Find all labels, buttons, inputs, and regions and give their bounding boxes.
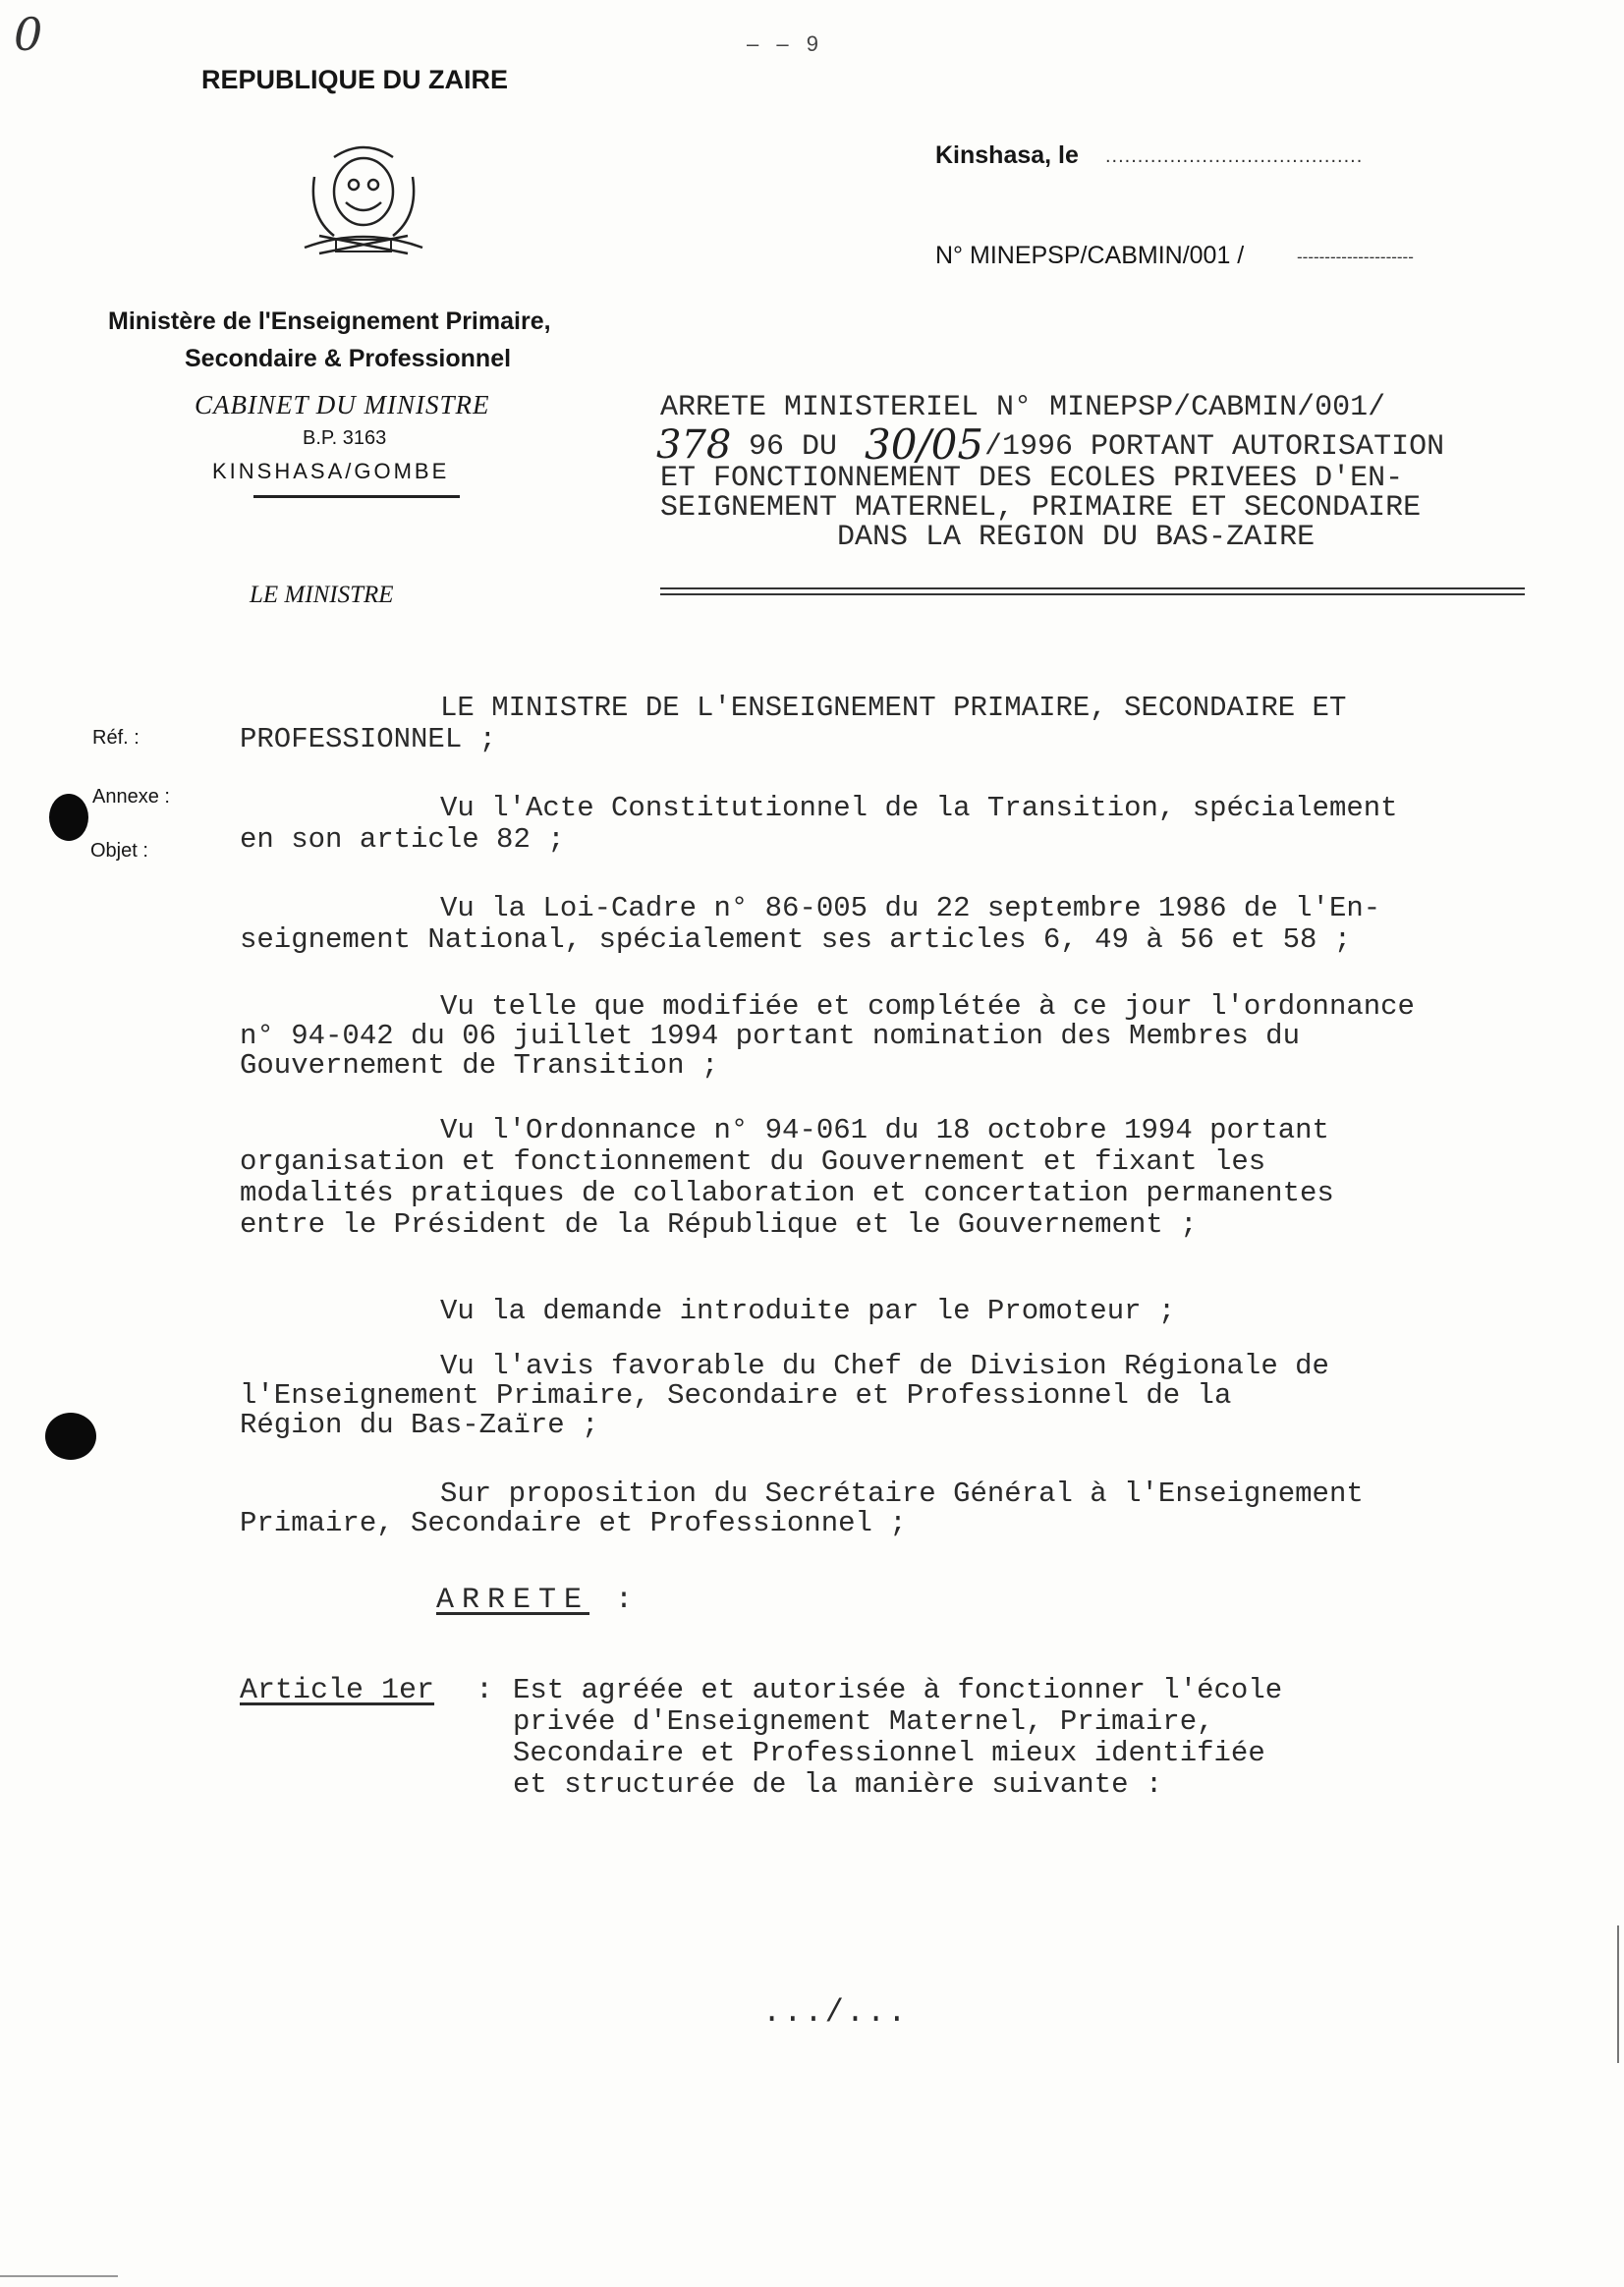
considerant-line: l'Enseignement Primaire, Secondaire et Professionnel de la (240, 1379, 1232, 1412)
scan-edge-line (0, 2275, 118, 2277)
le-ministre-label: LE MINISTRE (250, 582, 394, 608)
considerant-line: organisation et fonctionnement du Gouvernement et fixant les (240, 1145, 1266, 1178)
ministry-name-line2: Secondaire & Professionnel (185, 345, 512, 372)
article-1-line: Secondaire et Professionnel mieux identifiée (513, 1737, 1265, 1769)
arrete-heading-word: ARRETE (436, 1584, 590, 1617)
considerant-line: Sur proposition du Secrétaire Général à l'Enseignement (440, 1478, 1364, 1510)
preamble-line: PROFESSIONNEL ; (240, 723, 497, 755)
punch-hole-blot (45, 1413, 96, 1460)
date-blank-line: ........................................ (1105, 145, 1364, 167)
arrete-heading-colon: : (589, 1584, 642, 1617)
national-emblem-icon (295, 138, 432, 265)
article-1-line: Est agréée et autorisée à fonctionner l'école (513, 1674, 1283, 1706)
republic-heading: REPUBLIQUE DU ZAIRE (201, 65, 509, 94)
date-place-label: Kinshasa, le (935, 141, 1079, 169)
preamble-line: LE MINISTRE DE L'ENSEIGNEMENT PRIMAIRE, SECONDAIRE ET (440, 692, 1347, 724)
arrete-title-line5: DANS LA REGION DU BAS-ZAIRE (837, 521, 1316, 554)
margin-objet-label: Objet : (90, 840, 148, 862)
reference-blank-line: --------------------- (1297, 248, 1414, 266)
considerant-line: modalités pratiques de collaboration et concertation permanentes (240, 1177, 1334, 1209)
considerant-line: seignement National, spécialement ses articles 6, 49 à 56 et 58 ; (240, 923, 1352, 956)
considerant-line: Gouvernement de Transition ; (240, 1049, 719, 1082)
considerant-line: en son article 82 ; (240, 823, 565, 856)
scan-edge-line (1617, 1925, 1619, 2063)
cabinet-heading: CABINET DU MINISTRE (195, 390, 490, 419)
handwritten-arrete-date: 30/05 (865, 420, 984, 469)
page-top-mark: ‒ ‒ 9 (747, 31, 824, 56)
arrete-title-line4: SEIGNEMENT MATERNEL, PRIMAIRE ET SECONDAIRE (660, 491, 1422, 525)
margin-ref-label: Réf. : (92, 727, 140, 749)
arrete-title-line2-mid: 96 DU (749, 430, 838, 464)
header-divider (253, 495, 460, 498)
considerant-line: Vu telle que modifiée et complétée à ce jour l'ordonnance (440, 990, 1415, 1023)
arrete-heading (436, 1584, 641, 1617)
arrete-title-line1: ARRETE MINISTERIEL N° MINEPSP/CABMIN/001/ (660, 391, 1386, 424)
considerant-line: Vu la Loi-Cadre n° 86-005 du 22 septembre 1986 de l'En- (440, 892, 1381, 924)
considerant-line: Région du Bas-Zaïre ; (240, 1409, 599, 1441)
handwritten-corner-mark: 0 (14, 8, 43, 61)
considerant-line: Primaire, Secondaire et Professionnel ; (240, 1507, 907, 1539)
punch-hole-blot (49, 794, 88, 841)
considerant-line: entre le Président de la République et le Gouvernement ; (240, 1208, 1198, 1241)
page-continuation-mark: .../... (762, 1994, 909, 2031)
arrete-title-line2-end: /1996 PORTANT AUTORISATION (984, 430, 1445, 464)
considerant-line: Vu l'Ordonnance n° 94-061 du 18 octobre 1994 portant (440, 1114, 1329, 1146)
reference-number: N° MINEPSP/CABMIN/001 / (935, 242, 1245, 269)
considerant-line: Vu l'avis favorable du Chef de Division Régionale de (440, 1350, 1329, 1382)
article-1-line: et structurée de la manière suivante : (513, 1768, 1163, 1801)
article-1-label: Article 1er (240, 1674, 435, 1707)
postal-box: B.P. 3163 (303, 427, 387, 449)
considerant-line: Vu l'Acte Constitutionnel de la Transition, spécialement (440, 792, 1398, 824)
title-double-rule (660, 587, 1525, 595)
ministry-name-line1: Ministère de l'Enseignement Primaire, (108, 307, 551, 335)
city-address: KINSHASA/GOMBE (212, 459, 450, 483)
margin-annexe-label: Annexe : (92, 786, 170, 808)
handwritten-arrete-number: 378 (656, 422, 732, 468)
article-1-colon: : (476, 1674, 494, 1707)
considerant-line: Vu la demande introduite par le Promoteur ; (440, 1295, 1176, 1327)
arrete-title-line3: ET FONCTIONNEMENT DES ECOLES PRIVEES D'EN- (660, 462, 1404, 495)
considerant-line: n° 94-042 du 06 juillet 1994 portant nomination des Membres du (240, 1020, 1300, 1052)
article-1-line: privée d'Enseignement Maternel, Primaire, (513, 1705, 1214, 1738)
